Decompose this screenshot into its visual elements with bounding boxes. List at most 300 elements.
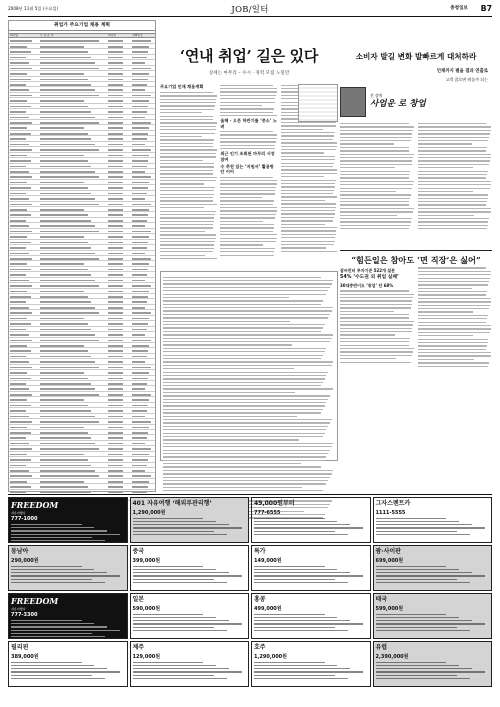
ad-box[interactable] — [8, 641, 128, 687]
table-cell — [9, 131, 39, 135]
table-cell — [131, 430, 155, 434]
opinion-kicker-2: 고객 잡으면 뭐를까 되는 — [445, 76, 488, 82]
table-cell — [107, 98, 131, 102]
text-line — [340, 317, 409, 318]
text-line — [220, 204, 273, 205]
table-cell — [9, 457, 39, 461]
main-article — [160, 20, 338, 492]
text-line — [160, 149, 217, 150]
ad-box[interactable] — [8, 545, 128, 591]
text-line — [340, 123, 409, 124]
table-cell — [39, 267, 107, 271]
ad-text — [252, 662, 370, 679]
text-line — [160, 244, 214, 245]
ad-box[interactable] — [8, 593, 128, 639]
ad-text — [374, 566, 492, 583]
text-line — [418, 157, 491, 158]
table-cell — [9, 414, 39, 418]
text-line — [418, 133, 490, 134]
text-line — [418, 322, 487, 323]
table-cell — [39, 77, 107, 81]
table-cell — [9, 321, 39, 325]
ad-title: 401 자유여행 ‘해외루관리행’ — [132, 500, 212, 507]
table-cell — [107, 71, 131, 75]
table-cell — [131, 294, 155, 298]
text-line — [340, 157, 413, 158]
text-line — [418, 215, 475, 216]
table-cell — [39, 66, 107, 70]
ad-box[interactable] — [251, 593, 371, 639]
text-line — [160, 194, 214, 195]
table-cell — [9, 419, 39, 423]
text-line — [220, 217, 275, 218]
text-line — [220, 108, 273, 109]
table-cell — [131, 251, 155, 255]
table-cell — [39, 310, 107, 314]
text-line — [220, 138, 276, 139]
text-line — [340, 181, 414, 182]
text-line — [160, 255, 205, 256]
table-cell — [39, 468, 107, 472]
table-cell — [39, 136, 107, 140]
text-line — [340, 218, 412, 219]
text-line — [340, 311, 394, 312]
text-line — [418, 188, 490, 189]
ad-text — [131, 614, 249, 631]
text-line — [163, 450, 330, 451]
table-cell — [39, 376, 107, 380]
table-cell — [39, 240, 107, 244]
text-line — [220, 141, 276, 142]
table-cell — [131, 359, 155, 363]
table-cell — [107, 109, 131, 113]
text-line — [220, 241, 276, 242]
text-line — [163, 409, 323, 410]
table-cell — [39, 479, 107, 483]
ad-box[interactable] — [251, 545, 371, 591]
text-line — [163, 477, 330, 478]
text-line — [220, 177, 273, 178]
ad-box[interactable] — [130, 545, 250, 591]
table-cell — [9, 120, 39, 124]
text-line — [163, 317, 328, 318]
text-line — [340, 324, 413, 325]
text-line — [163, 473, 332, 474]
text-line — [163, 399, 328, 400]
table-cell — [39, 49, 107, 53]
table-cell — [107, 381, 131, 385]
table-cell — [9, 354, 39, 358]
ad-box[interactable] — [251, 497, 371, 543]
table-cell — [107, 131, 131, 135]
text-line — [160, 207, 204, 208]
table-cell — [9, 174, 39, 178]
table-cell — [107, 93, 131, 97]
table-cell — [39, 98, 107, 102]
ad-box[interactable] — [373, 497, 493, 543]
table-cell — [9, 240, 39, 244]
text-line — [281, 149, 337, 150]
text-line — [418, 221, 489, 222]
table-cell — [39, 174, 107, 178]
table-cell — [131, 38, 155, 42]
second-subhead-1: 잡씨런터 투자기준 522개 설문 — [340, 268, 396, 274]
table-cell — [107, 191, 131, 195]
chart-box — [298, 84, 338, 122]
table-cell — [107, 310, 131, 314]
text-line — [418, 167, 473, 168]
ad-title: 호주 — [254, 644, 266, 651]
ad-box[interactable] — [8, 497, 128, 543]
table-cell — [107, 294, 131, 298]
table-cell — [107, 212, 131, 216]
text-line — [418, 228, 487, 229]
text-line — [163, 422, 330, 423]
ad-title: 중국 — [132, 548, 145, 555]
ad-price: 499,000원 — [254, 605, 282, 612]
table-cell — [131, 71, 155, 75]
text-line — [281, 224, 326, 225]
table-cell — [39, 425, 107, 429]
text-line — [220, 210, 276, 211]
table-cell — [107, 463, 131, 467]
text-line — [220, 85, 273, 86]
text-line — [163, 470, 333, 471]
table-cell — [9, 327, 39, 331]
table-cell — [9, 66, 39, 70]
section-heading: 최근 인기 조회된 마무리 시장 참여 — [220, 151, 275, 162]
text-line — [418, 305, 490, 306]
table-cell — [131, 452, 155, 456]
table-cell — [9, 283, 39, 287]
text-line — [220, 221, 262, 222]
text-line — [163, 277, 321, 278]
text-line — [160, 116, 213, 117]
text-line — [163, 466, 321, 467]
text-line — [281, 176, 325, 177]
ad-text — [9, 662, 127, 679]
text-line — [163, 402, 326, 403]
text-line — [418, 194, 489, 195]
table-cell — [107, 164, 131, 168]
table-cell — [131, 98, 155, 102]
table-cell — [107, 365, 131, 369]
ad-row — [8, 545, 492, 591]
text-line — [160, 173, 213, 174]
table-cell — [107, 218, 131, 222]
table-cell — [9, 430, 39, 434]
table-cell — [9, 185, 39, 189]
ad-box[interactable] — [373, 593, 493, 639]
text-line — [340, 130, 413, 131]
table-cell — [39, 169, 107, 173]
table-cell — [9, 202, 39, 206]
table-cell — [131, 256, 155, 260]
text-line — [163, 382, 323, 383]
table-cell — [107, 403, 131, 407]
text-line — [281, 146, 337, 147]
text-line — [163, 348, 326, 349]
table-cell — [107, 473, 131, 477]
text-line — [281, 230, 337, 231]
text-line — [163, 453, 328, 454]
table-cell — [9, 191, 39, 195]
table-cell — [9, 484, 39, 488]
ad-price: 399,000원 — [132, 557, 161, 564]
text-line — [160, 102, 216, 103]
text-line — [220, 112, 273, 113]
table-cell — [107, 359, 131, 363]
table-cell — [39, 414, 107, 418]
text-line — [281, 203, 337, 204]
text-line — [160, 143, 213, 144]
ad-price: 1111-5555 — [375, 509, 406, 516]
text-line — [163, 490, 323, 491]
text-line — [340, 194, 411, 195]
table-cell — [9, 104, 39, 108]
text-line — [281, 180, 336, 181]
text-line — [163, 338, 332, 339]
ad-title: 동남아 — [11, 548, 29, 555]
table-cell — [9, 463, 39, 467]
text-line — [340, 331, 412, 332]
table-cell — [39, 348, 107, 352]
table-cell — [9, 180, 39, 184]
ad-price: 590,000원 — [132, 605, 161, 612]
second-subhead-3: 30대중반이도 ‘취업’ 단 68% — [340, 283, 394, 289]
text-line — [220, 148, 274, 149]
table-cell — [39, 191, 107, 195]
ad-price: 1,290,000원 — [132, 509, 166, 516]
table-cell — [131, 212, 155, 216]
table-cell — [9, 376, 39, 380]
table-cell — [131, 386, 155, 390]
text-line — [281, 247, 326, 248]
text-line — [281, 156, 335, 157]
table-cell — [9, 386, 39, 390]
table-cell — [131, 174, 155, 178]
table-cell — [131, 376, 155, 380]
text-line — [340, 198, 410, 199]
text-line — [281, 227, 337, 228]
text-line — [160, 221, 214, 222]
table-cell — [9, 316, 39, 320]
article-column-1 — [160, 82, 217, 267]
body-text — [418, 267, 493, 367]
table-cell — [39, 463, 107, 467]
table-cell — [9, 479, 39, 483]
table-cell — [107, 327, 131, 331]
table-cell — [39, 234, 107, 238]
table-cell — [39, 55, 107, 59]
table-cell — [9, 381, 39, 385]
text-line — [418, 355, 491, 356]
ad-price: 2,390,000원 — [375, 653, 409, 660]
table-cell — [107, 392, 131, 396]
table-cell — [39, 359, 107, 363]
text-line — [160, 105, 215, 106]
text-line — [163, 324, 325, 325]
table-cell — [131, 82, 155, 86]
table-cell — [131, 419, 155, 423]
table-cell — [131, 125, 155, 129]
table-cell — [107, 479, 131, 483]
table-cell — [39, 435, 107, 439]
table-cell — [39, 392, 107, 396]
table-cell — [9, 251, 39, 255]
text-line — [340, 334, 395, 335]
col-field: 모 집 분 야 — [40, 33, 54, 37]
text-line — [163, 433, 325, 434]
ad-box[interactable] — [251, 641, 371, 687]
text-line — [340, 345, 409, 346]
table-cell — [9, 261, 39, 265]
masthead — [8, 3, 492, 17]
table-cell — [107, 267, 131, 271]
byline-label: 전 장에 — [370, 93, 383, 99]
table-cell — [9, 77, 39, 81]
table-cell — [131, 441, 155, 445]
table-cell — [39, 104, 107, 108]
ad-box[interactable] — [130, 593, 250, 639]
table-cell — [131, 109, 155, 113]
table-cell — [9, 452, 39, 456]
text-line — [281, 163, 334, 164]
text-line — [418, 201, 487, 202]
table-cell — [9, 446, 39, 450]
table-cell — [39, 223, 107, 227]
text-line — [340, 307, 411, 308]
section-heading: 올해 · 오픈 하반기를 ‘중소’ 노려 — [220, 118, 277, 129]
table-cell — [39, 38, 107, 42]
text-line — [163, 439, 299, 440]
text-line — [281, 196, 338, 197]
text-line — [340, 204, 409, 205]
text-line — [220, 207, 277, 208]
text-line — [418, 126, 492, 127]
text-line — [340, 338, 410, 339]
table-cell — [9, 212, 39, 216]
text-line — [160, 227, 213, 228]
table-cell — [9, 60, 39, 64]
table-cell — [131, 207, 155, 211]
table-cell — [107, 142, 131, 146]
text-line — [340, 167, 395, 168]
table-cell — [107, 66, 131, 70]
table-cell — [107, 77, 131, 81]
table-cell — [9, 359, 39, 363]
table-cell — [107, 229, 131, 233]
text-line — [160, 238, 216, 239]
table-cell — [9, 115, 39, 119]
paper-name: 충청일보 — [450, 6, 468, 11]
text-line — [418, 342, 488, 343]
text-line — [281, 159, 335, 160]
text-line — [281, 244, 334, 245]
table-cell — [39, 207, 107, 211]
text-line — [340, 304, 412, 305]
table-cell — [107, 115, 131, 119]
table-cell — [107, 44, 131, 48]
table-cell — [9, 332, 39, 336]
table-cell — [39, 164, 107, 168]
table-cell — [9, 425, 39, 429]
table-cell — [107, 153, 131, 157]
text-line — [163, 341, 330, 342]
text-line — [163, 361, 333, 362]
text-line — [160, 160, 203, 161]
text-line — [163, 416, 297, 417]
table-cell — [107, 425, 131, 429]
table-cell — [9, 38, 39, 42]
ad-text — [131, 518, 249, 535]
text-line — [163, 388, 333, 389]
ad-price: 777-1000 — [11, 515, 38, 522]
table-cell — [107, 386, 131, 390]
text-line — [163, 392, 295, 393]
ad-text — [374, 614, 492, 631]
table-cell — [9, 234, 39, 238]
text-line — [163, 483, 326, 484]
ad-box[interactable] — [373, 545, 493, 591]
text-line — [220, 248, 274, 249]
table-cell — [107, 408, 131, 412]
table-cell — [131, 479, 155, 483]
ad-box[interactable] — [130, 497, 250, 543]
text-line — [163, 378, 325, 379]
ad-row — [8, 497, 492, 543]
table-cell — [9, 272, 39, 276]
body-text — [340, 121, 415, 231]
text-line — [163, 297, 289, 298]
table-cell — [131, 468, 155, 472]
table-cell — [39, 397, 107, 401]
text-line — [418, 143, 472, 144]
table-cell — [39, 457, 107, 461]
text-line — [163, 314, 330, 315]
text-line — [340, 191, 396, 192]
text-line — [160, 204, 217, 205]
text-line — [281, 207, 336, 208]
text-line — [160, 224, 213, 225]
text-line — [220, 131, 273, 132]
table-cell — [9, 223, 39, 227]
table-cell — [107, 419, 131, 423]
table-cell — [131, 218, 155, 222]
text-line — [418, 271, 492, 272]
text-line — [220, 115, 277, 116]
text-line — [220, 183, 276, 184]
table-cell — [107, 354, 131, 358]
ad-box[interactable] — [130, 641, 250, 687]
ad-title: 특가 — [254, 548, 266, 555]
byline-name: 사업운 로 창업 — [370, 98, 426, 109]
table-cell — [9, 408, 39, 412]
text-line — [340, 201, 409, 202]
text-line — [163, 287, 330, 288]
ad-text — [252, 518, 370, 535]
ad-box[interactable] — [373, 641, 493, 687]
col-phone: 전화번호 — [132, 33, 143, 37]
table-cell — [107, 169, 131, 173]
text-line — [340, 351, 413, 352]
table-cell — [107, 180, 131, 184]
ad-title: 괌·사이판 — [375, 548, 401, 555]
table-cell — [131, 365, 155, 369]
table-cell — [39, 131, 107, 135]
table-cell — [131, 158, 155, 162]
text-line — [160, 251, 213, 252]
